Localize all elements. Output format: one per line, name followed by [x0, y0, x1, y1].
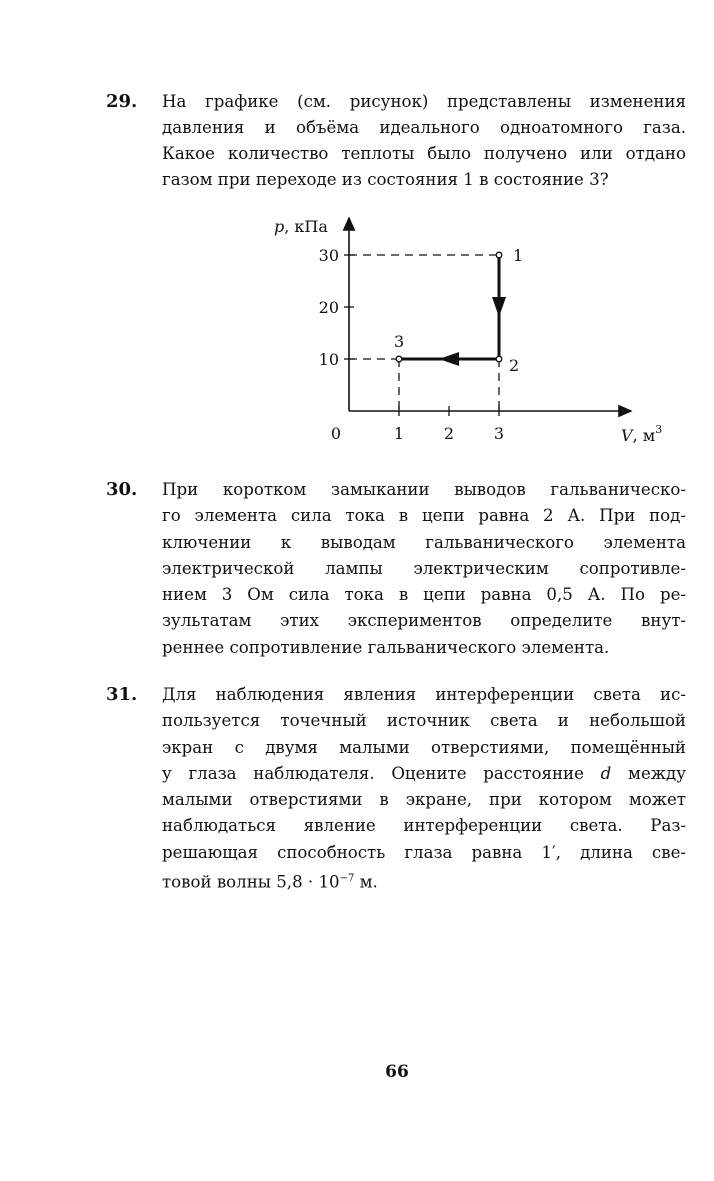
problem-number: 29.	[106, 91, 138, 112]
text-line: Какое количество теплоты было получено или отдано	[162, 144, 686, 163]
variable-d: d	[600, 763, 612, 783]
process-arrow	[492, 297, 506, 317]
text-line: Для наблюдения явления интерференции света ис-	[162, 685, 686, 704]
y-axis-label: p, кПа	[274, 217, 328, 236]
y-tick-label: 10	[318, 350, 339, 369]
text-line: ключении к выводам гальванического элемента	[162, 532, 686, 552]
text-line: экран с двумя малыми отверстиями, помещённый	[162, 737, 686, 757]
problem-text	[162, 89, 686, 193]
state-point	[396, 356, 402, 362]
text-line: давления и объёма идеального одноатомного газа.	[162, 118, 686, 137]
pv-graph	[262, 210, 663, 450]
text-line	[162, 866, 686, 892]
text-line: нием 3 Ом сила тока в цепи равна 0,5 А. По ре-	[162, 585, 686, 605]
problem-number: 31.	[106, 684, 138, 705]
x-tick-label: 1	[393, 424, 405, 443]
page-number: 66	[385, 1062, 409, 1082]
text-line: При коротком замыкании выводов гальваническо-	[162, 480, 686, 499]
x-tick-label: 3	[493, 424, 505, 443]
unit: м.	[359, 872, 378, 892]
state-label: 1	[513, 246, 524, 265]
text-line	[162, 761, 686, 787]
text-line: реннее сопротивление гальванического элемента.	[162, 637, 610, 657]
text-line: наблюдаться явление интерференции света. Раз-	[162, 816, 686, 836]
text-line-start: товой волны 5,8 · 10	[162, 872, 340, 892]
text-line-end: между	[628, 763, 687, 783]
process-arrow	[439, 352, 459, 366]
problem-text	[162, 682, 686, 892]
text-line-start: у глаза наблюдателя. Оцените расстояние	[162, 763, 584, 783]
text-line: го элемента сила тока в цепи равна 2 А. При под-	[162, 506, 686, 526]
text-line: На графике (см. рисунок) представлены изменения	[162, 92, 686, 111]
x-axis-label: V, $м^3$	[621, 423, 663, 445]
text-line: газом при переходе из состояния 1 в состояние 3?	[162, 170, 609, 189]
text-line: решающая способность глаза равна 1′, длина све-	[162, 842, 686, 862]
state-label: 2	[509, 356, 520, 375]
problem-text	[162, 477, 686, 661]
state-label: 3	[394, 332, 405, 351]
x-tick-label: 2	[443, 424, 455, 443]
origin-label: 0	[330, 424, 341, 443]
text-line: зультатам этих экспериментов определите внут-	[162, 611, 686, 631]
exponent: −7	[339, 873, 355, 885]
text-line: пользуется точечный источник света и небольшой	[162, 711, 686, 731]
problem-number: 30.	[106, 479, 138, 500]
y-tick-label: 20	[318, 298, 339, 317]
text-line: малыми отверстиями в экране, при котором может	[162, 790, 686, 810]
text-line: электрической лампы электрическим сопротивле-	[162, 558, 686, 578]
y-tick-label: 30	[318, 246, 339, 265]
state-point	[496, 252, 502, 258]
state-point	[496, 356, 502, 362]
